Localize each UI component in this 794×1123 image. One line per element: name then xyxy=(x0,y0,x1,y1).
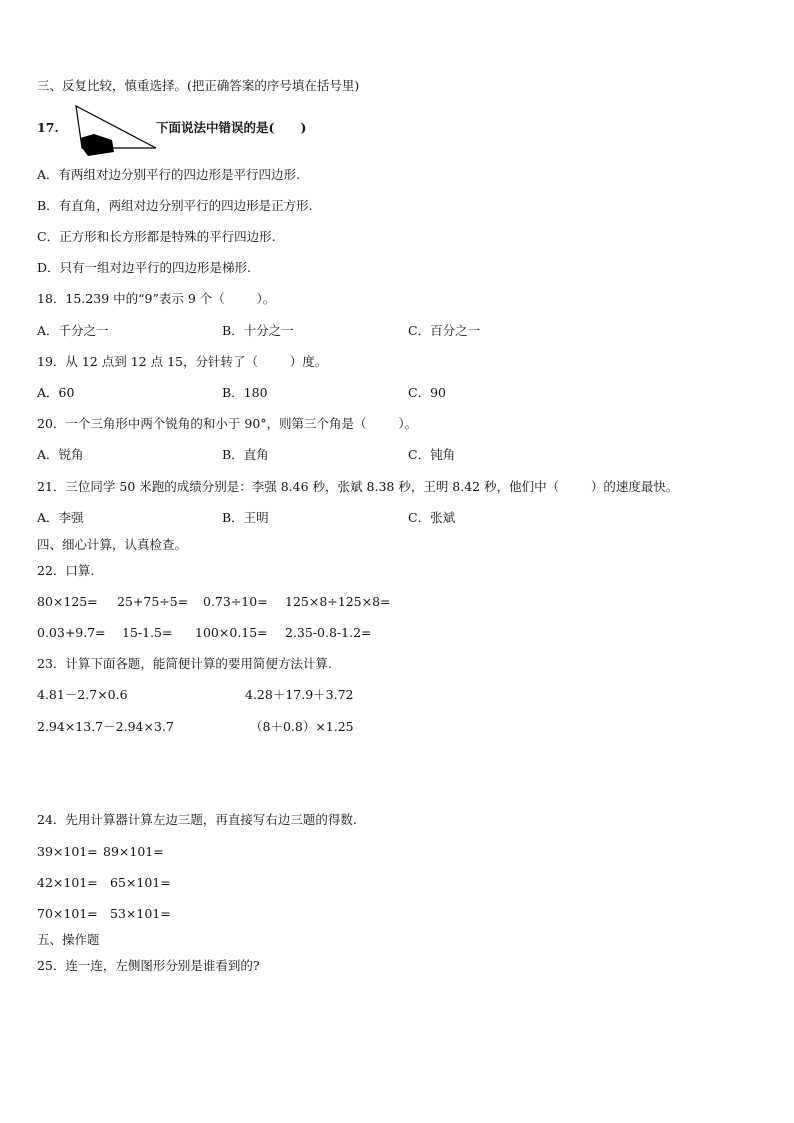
q19-option-b: B．180 xyxy=(222,385,268,400)
q22-item: 100×0.15= xyxy=(195,625,268,640)
q25-stem: 25．连一连，左侧图形分别是谁看到的? xyxy=(37,958,260,973)
q19-stem: 19．从 12 点到 12 点 15，分针转了（ ）度。 xyxy=(37,354,328,369)
q19-option-a: A．60 xyxy=(37,385,75,400)
q18-option-a: A．千分之一 xyxy=(37,323,109,338)
q23-stem: 23．计算下面各题，能简便计算的要用简便方法计算. xyxy=(37,656,332,671)
q24-stem: 24．先用计算器计算左边三题，再直接写右边三题的得数. xyxy=(37,812,357,827)
q17-option-b: B．有直角，两组对边分别平行的四边形是正方形. xyxy=(37,198,313,213)
q22-item: 125×8÷125×8= xyxy=(285,594,391,609)
q21-option-a: A．李强 xyxy=(37,510,84,525)
q17-stem: 下面说法中错误的是( ) xyxy=(156,120,307,135)
q22-item: 15-1.5= xyxy=(122,625,173,640)
q22-item: 0.03+9.7= xyxy=(37,625,106,640)
q21-option-b: B．王明 xyxy=(222,510,269,525)
q19-option-c: C．90 xyxy=(408,385,446,400)
q24-item: 42×101= xyxy=(37,875,98,890)
q24-item: 70×101= xyxy=(37,906,98,921)
q18-option-b: B．十分之一 xyxy=(222,323,294,338)
q20-option-b: B．直角 xyxy=(222,447,269,462)
q20-stem: 20．一个三角形中两个锐角的和小于 90°，则第三个角是（ ）。 xyxy=(37,416,418,431)
q24-item: 65×101= xyxy=(110,875,171,890)
q17-option-c: C．正方形和长方形都是特殊的平行四边形. xyxy=(37,229,276,244)
q20-option-a: A．锐角 xyxy=(37,447,84,462)
q22-stem: 22．口算. xyxy=(37,563,95,578)
q23-item: 4.28＋17.9＋3.72 xyxy=(245,687,354,702)
q21-option-c: C．张斌 xyxy=(408,510,456,525)
q17-number: 17. xyxy=(37,120,59,135)
q22-item: 2.35-0.8-1.2= xyxy=(285,625,372,640)
triangle-figure xyxy=(64,104,160,160)
q20-option-c: C．钝角 xyxy=(408,447,456,462)
q24-item: 89×101= xyxy=(103,844,164,859)
q24-item: 39×101= xyxy=(37,844,98,859)
ink-blot xyxy=(80,134,114,156)
section-four-title: 四、细心计算，认真检查。 xyxy=(37,537,188,552)
q17-option-a: A．有两组对边分别平行的四边形是平行四边形. xyxy=(37,167,301,182)
q22-item: 0.73÷10= xyxy=(203,594,268,609)
q23-item: （8＋0.8）×1.25 xyxy=(250,719,354,734)
q21-stem: 21．三位同学 50 米跑的成绩分别是：李强 8.46 秒，张斌 8.38 秒，王明 8.42 秒，他们中（ ）的速度最快。 xyxy=(37,479,679,494)
q23-item: 2.94×13.7－2.94×3.7 xyxy=(37,719,174,734)
q17-option-d: D．只有一组对边平行的四边形是梯形. xyxy=(37,260,251,275)
section-three-title: 三、反复比较，慎重选择。(把正确答案的序号填在括号里) xyxy=(37,78,360,93)
section-five-title: 五、操作题 xyxy=(37,932,100,947)
q24-item: 53×101= xyxy=(110,906,171,921)
q18-stem: 18．15.239 中的“9”表示 9 个（ ）。 xyxy=(37,291,276,306)
q18-option-c: C．百分之一 xyxy=(408,323,481,338)
q23-item: 4.81－2.7×0.6 xyxy=(37,687,128,702)
q22-item: 25+75÷5= xyxy=(117,594,189,609)
q22-item: 80×125= xyxy=(37,594,98,609)
